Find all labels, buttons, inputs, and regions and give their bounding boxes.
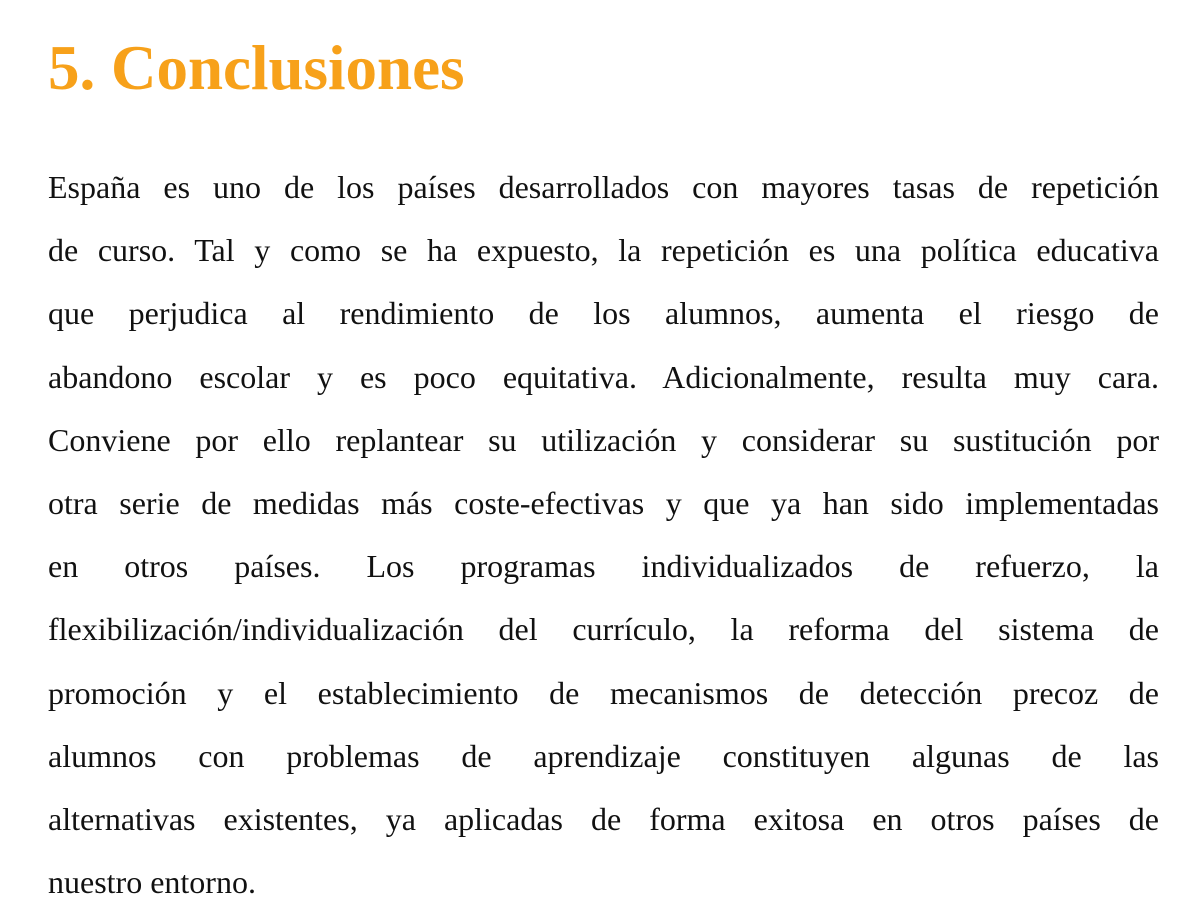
paragraph-line: promoción y el establecimiento de mecanismos de detección precoz de: [48, 674, 1159, 711]
paragraph-line: en otros países. Los programas individualizados de refuerzo, la: [48, 548, 1159, 585]
paragraph-line: otra serie de medidas más coste-efectivas y que ya han sido implementadas: [48, 484, 1159, 521]
conclusions-paragraph: [48, 156, 1159, 914]
paragraph-line: flexibilización/individualización del currículo, la reforma del sistema de: [48, 611, 1159, 648]
paragraph-line: abandono escolar y es poco equitativa. Adicionalmente, resulta muy cara.: [48, 358, 1159, 395]
section-heading: 5. Conclusiones: [48, 33, 465, 103]
paragraph-line: alumnos con problemas de aprendizaje constituyen algunas de las: [48, 737, 1159, 774]
paragraph-line: de curso. Tal y como se ha expuesto, la repetición es una política educativa: [48, 232, 1159, 269]
paragraph-line: alternativas existentes, ya aplicadas de forma exitosa en otros países de: [48, 800, 1159, 837]
paragraph-line: Conviene por ello replantear su utilización y considerar su sustitución por: [48, 421, 1159, 458]
paragraph-line: España es uno de los países desarrollados con mayores tasas de repetición: [48, 169, 1159, 205]
paragraph-line: nuestro entorno.: [48, 864, 256, 901]
paragraph-line: que perjudica al rendimiento de los alumnos, aumenta el riesgo de: [48, 295, 1159, 332]
